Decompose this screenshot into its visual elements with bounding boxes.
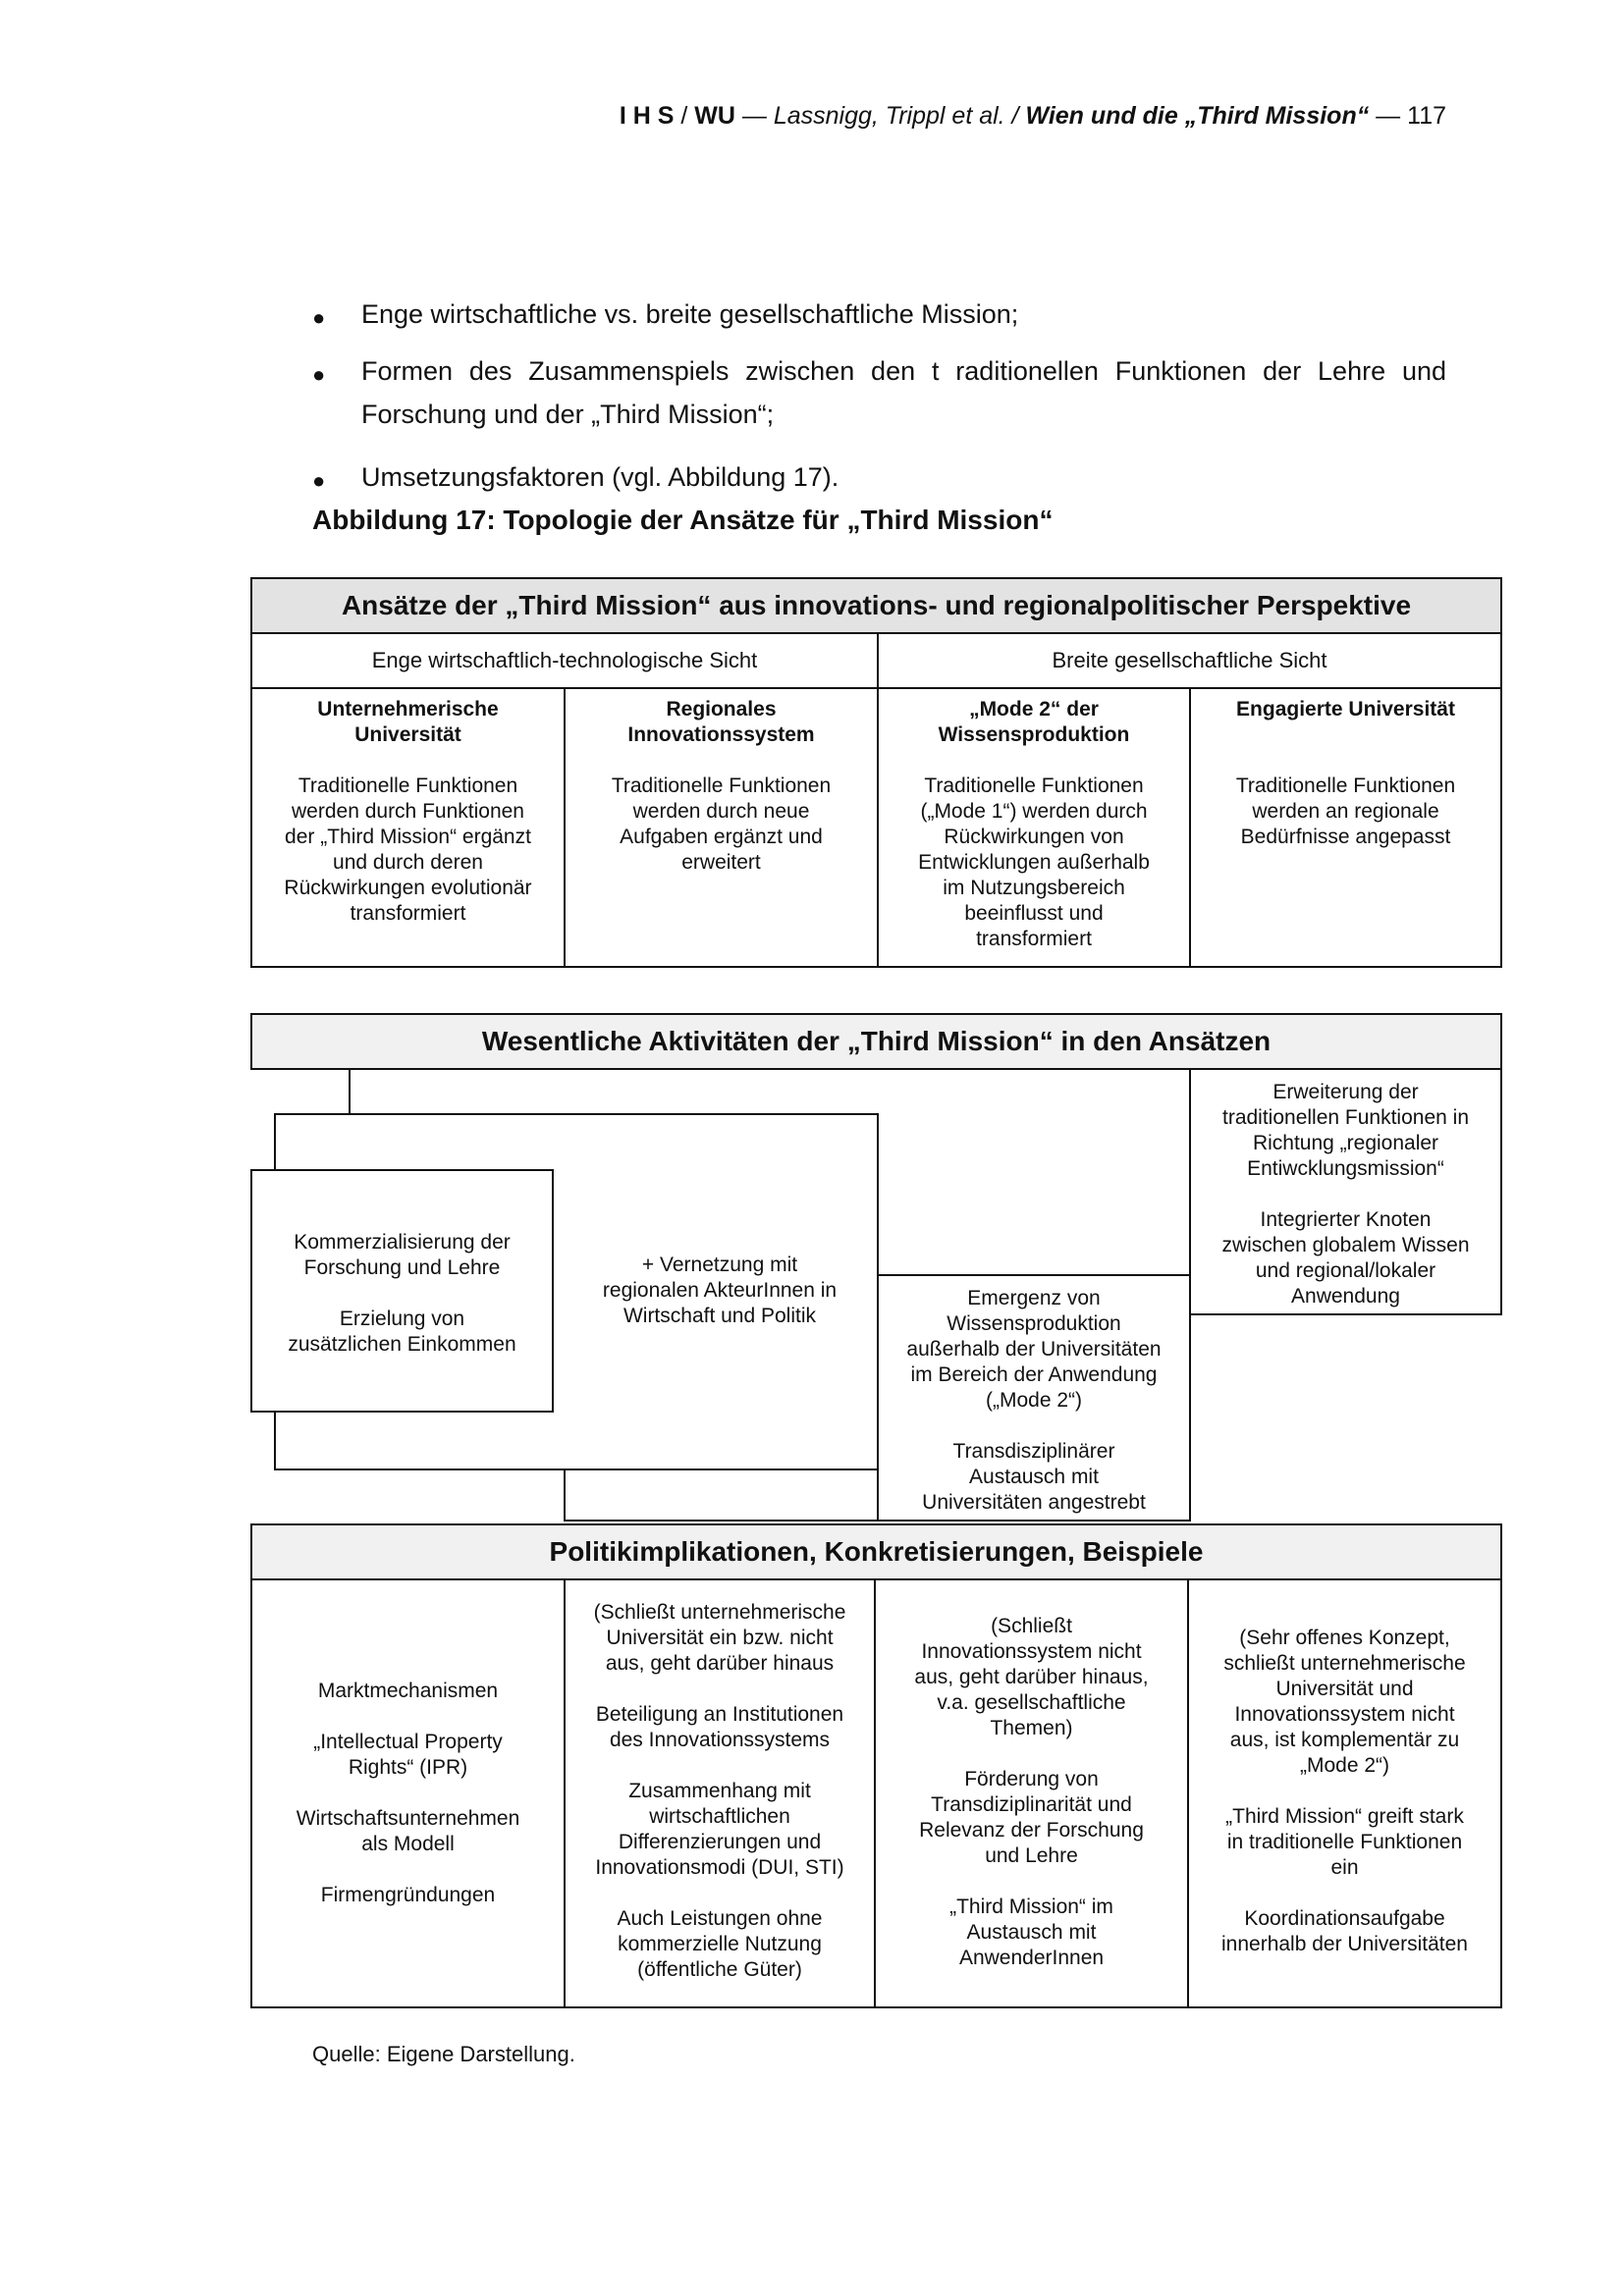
bullet-icon: ●	[312, 362, 326, 387]
approaches-header: Ansätze der „Third Mission“ aus innovations- und regionalpolitischer Perspektive	[250, 577, 1502, 634]
header-title: Wien und die „Third Mission“	[1025, 102, 1370, 130]
approach-entrepreneurial-university: Unternehmerische Universität Traditionelle Funktionen werden durch Funktionen der „Third Mission“ ergänzt und durch deren Rückwirkungen evolutionär transformiert	[250, 687, 566, 968]
bullet-item: Umsetzungsfaktoren (vgl. Abbildung 17).	[361, 462, 839, 492]
narrow-view-label: Enge wirtschaftlich-technologische Sicht	[250, 632, 879, 689]
page-number: 117	[1407, 102, 1446, 130]
connector-line	[349, 1068, 351, 1115]
bullet-item-continued: Forschung und der „Third Mission“;	[361, 400, 775, 429]
header-ihs: I H S	[619, 102, 675, 130]
bullet-icon: ●	[312, 305, 326, 330]
activity-extension-box: Erweiterung der traditionellen Funktionen in Richtung „regionaler Entiwcklungsmission“ Integrierter Knoten zwischen globalem Wissen und regional/lokaler Anwendung	[1189, 1068, 1502, 1315]
running-header: I H S / WU — Lassnigg, Trippl et al. / Wien und die „Third Mission“ — 117	[619, 102, 1446, 130]
activity-networking-box: + Vernetzung mit regionalen AkteurInnen in Wirtschaft und Politik	[274, 1113, 879, 1470]
policy-column-3: (Schließt Innovationssystem nicht aus, geht darüber hinaus, v.a. gesellschaftliche Themen) Förderung von Transdiziplinarität und Relevanz der Forschung und Lehre „Third Mission“ im Austausch mit AnwenderInnen	[874, 1578, 1189, 2008]
figure-source: Quelle: Eigene Darstellung.	[312, 2042, 575, 2066]
approach-engaged-university: Engagierte Universität Traditionelle Funktionen werden an regionale Bedürfnisse angepasst	[1189, 687, 1502, 968]
figure-title: Abbildung 17: Topologie der Ansätze für „Third Mission“	[312, 505, 1054, 535]
approach-regional-innovation-system: Regionales Innovationssystem Traditionelle Funktionen werden durch neue Aufgaben ergänzt und erweitert	[564, 687, 879, 968]
policy-column-1: Marktmechanismen „Intellectual Property Rights“ (IPR) Wirtschaftsunternehmen als Modell Firmengründungen	[250, 1578, 566, 2008]
activity-emergence-box: Emergenz von Wissensproduktion außerhalb der Universitäten im Bereich der Anwendung („Mode 2“) Transdisziplinärer Austausch mit Universitäten angestrebt	[877, 1274, 1191, 1522]
activities-header: Wesentliche Aktivitäten der „Third Mission“ in den Ansätzen	[250, 1013, 1502, 1070]
policy-column-4: (Sehr offenes Konzept, schließt unternehmerische Universität und Innovationssystem nicht aus, ist komplementär zu „Mode 2“) „Third Mission“ greift stark in traditionelle Funktionen ein Koordinationsaufgabe innerhalb der Universitäten	[1187, 1578, 1502, 2008]
header-wu: WU	[694, 102, 735, 130]
activity-commercialization-box: Kommerzialisierung der Forschung und Lehre Erzielung von zusätzlichen Einkommen	[250, 1169, 554, 1413]
bullet-item: Enge wirtschaftliche vs. breite gesellschaftliche Mission;	[361, 299, 1019, 329]
header-authors: Lassnigg, Trippl et al. /	[773, 102, 1026, 130]
policy-column-2: (Schließt unternehmerische Universität ein bzw. nicht aus, geht darüber hinaus Beteiligung an Institutionen des Innovationssystems Zusammenhang mit wirtschaftlichen Differenzierungen und Innovationsmodi (DUI, STI) Auch Leistungen ohne kommerzielle Nutzung (öffentliche Güter)	[564, 1578, 876, 2008]
connector-line	[564, 1468, 566, 1522]
approach-mode2: „Mode 2“ der Wissensproduktion Traditionelle Funktionen („Mode 1“) werden durch Rückwirkungen von Entwicklungen außerhalb im Nutzungsbereich beeinflusst und transformiert	[877, 687, 1191, 968]
broad-view-label: Breite gesellschaftliche Sicht	[877, 632, 1502, 689]
bullet-item: Formen des Zusammenspiels zwischen den t raditionellen Funktionen der Lehre und	[361, 356, 1446, 386]
connector-line	[564, 1520, 879, 1522]
bullet-icon: ●	[312, 468, 326, 493]
policy-header: Politikimplikationen, Konkretisierungen, Beispiele	[250, 1523, 1502, 1580]
